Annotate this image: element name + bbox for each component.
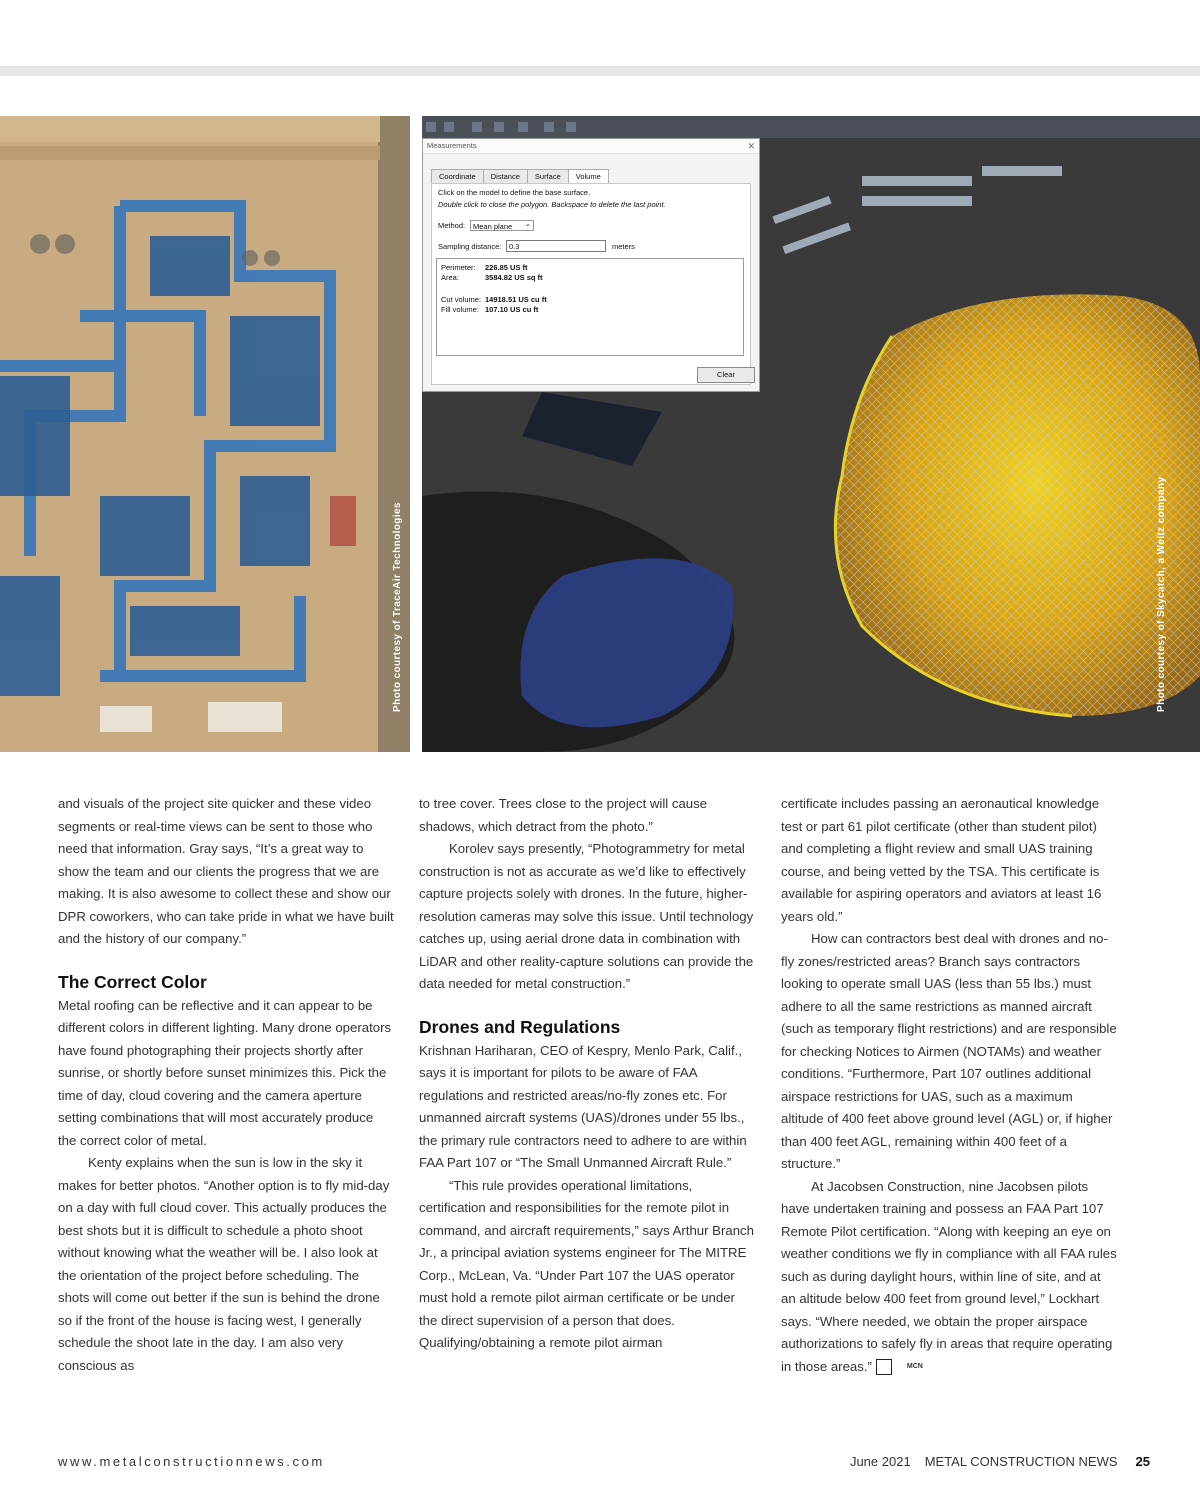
sampling-label: Sampling distance: (438, 242, 502, 251)
paragraph: certificate includes passing an aeronautical knowledge test or part 61 pilot certificate (other than student pilot) and completing a flight review and small UAS training course, and being vetted by the TSA. This certificate is available for aspiring operators and aviators at least 16 years old.” (781, 796, 1102, 924)
perimeter-label: Perimeter: (441, 263, 476, 272)
paragraph: Metal roofing can be reflective and it can appear to be different colors in different lighting. Many drone operators have found photographing their projects shortly after sunrise, or shortly before sunset minimizes this. Pick the time of day, cloud covering and the camera aperture setting combinations that will most accurately produce the correct color of metal. (58, 997, 392, 1148)
area-value: 3584.82 US sq ft (485, 273, 543, 282)
results-box (436, 258, 744, 356)
dialog-tabs (431, 169, 608, 183)
area-label: Area: (441, 273, 459, 282)
volume-pane (431, 183, 751, 385)
paragraph: Kenty explains when the sun is low in the sky it makes for better photos. “Another option is to fly mid-day on a day with full cloud cover. This actually produces the best shots but it is difficult to schedule a photo shoot without knowing what the weather will be. I also look at the orientation of the project before scheduling. The shots will come out better if the sun is behind the drone so if the front of the house is facing west, I generally schedule the shoot late in the day. I am also very conscious as (58, 1155, 390, 1373)
tab-coordinate[interactable]: Coordinate (431, 169, 484, 183)
article-column-1 (58, 793, 394, 1377)
paragraph: and visuals of the project site quicker and these video segments or real-time views can be sent to those who need that information. Gray says, “It’s a great way to show the team and our clients the progress that we are making. It is also awesome to collect these and show our DPR coworkers, who can take pride in what we have built and the history of our company.” (58, 796, 394, 946)
section-heading-drones-regulations: Drones and Regulations (419, 1016, 621, 1037)
stockpile-measurement-photo (422, 116, 1200, 752)
paragraph-text: At Jacobsen Construction, nine Jacobsen pilots have undertaken training and possess an FAA Part 107 Remote Pilot certification. “Along with keeping an eye on weather conditions we fly in compliance with all FAA rules such as during daylight hours, within line of site, and at an altitude below 400 feet from ground level,” Lockhart says. “Where needed, we obtain the proper airspace authorizations to safely fly in areas that require operating in those areas.” (781, 1178, 1117, 1374)
article-column-3 (781, 793, 1117, 1378)
paragraph-last (781, 1176, 1117, 1379)
instruction-define-base: Click on the model to define the base surface. (438, 188, 591, 197)
paragraph: How can contractors best deal with drones and no-fly zones/restricted areas? Branch says contractors looking to operate small UAS (less than 55 lbs.) must adhere to all the same restrictions as manned aircraft (such as temporary flight restrictions) and are responsible for checking Notices to Airmen (NOTAMs) and weather conditions. “Furthermore, Part 107 outlines additional airspace restrictions for UAS, such as a maximum altitude of 400 feet above ground level (AGL) or, if higher than 400 feet AGL, remaining within 400 feet of a structure.” (781, 931, 1117, 1171)
photo-credit-right: Photo courtesy of Skycatch, a Weitz company (1156, 476, 1167, 712)
magazine-name: METAL CONSTRUCTION NEWS (924, 1454, 1118, 1469)
method-select[interactable]: Mean plane ⌄ (470, 220, 534, 231)
article-column-2 (419, 793, 755, 1355)
section-heading-correct-color: The Correct Color (58, 971, 207, 992)
instruction-close-polygon: Double click to close the polygon. Backspace to delete the last point. (438, 200, 666, 209)
tab-volume[interactable]: Volume (568, 169, 609, 183)
page-number: 25 (1135, 1454, 1150, 1469)
fill-volume-value: 107.10 US cu ft (485, 305, 539, 314)
site-illustration (0, 116, 410, 752)
clear-button[interactable]: Clear (697, 367, 755, 383)
method-label: Method: (438, 221, 466, 230)
measurements-dialog (422, 138, 760, 392)
header-band (0, 66, 1200, 76)
perimeter-value: 226.85 US ft (485, 263, 528, 272)
issue-date: June 2021 (849, 1454, 911, 1469)
footer-info (836, 1454, 1150, 1469)
paragraph: Krishnan Hariharan, CEO of Kespry, Menlo Park, Calif., says it is important for pilots to be aware of FAA regulations and restricted areas/no-fly zones etc. For unmanned aircraft systems (UAS)/drones under 55 lbs., the primary rule contractors need to adhere to are within FAA Part 107 or “The Small Unmanned Aircraft Rule.” (419, 1042, 747, 1170)
end-mark-logo: MCN (876, 1359, 892, 1375)
close-icon[interactable]: ✕ (747, 141, 755, 151)
footer-url[interactable]: www.metalconstructionnews.com (58, 1454, 325, 1469)
fill-volume-label: Fill volume: (441, 305, 479, 314)
sampling-distance-input[interactable]: 0.3 (506, 240, 606, 252)
sampling-unit: meters (612, 242, 635, 251)
dialog-title: Measurements (423, 139, 759, 154)
photo-credit-left: Photo courtesy of TraceAir Technologies (392, 502, 403, 712)
paragraph: “This rule provides operational limitations, certification and responsibilities for the remote pilot in command, and aircraft requirements,” says Arthur Branch Jr., a principal aviation systems engineer for The MITRE Corp., McLean, Va. “Under Part 107 the UAS operator must hold a remote pilot airman certificate or be under the direct supervision of a person that does. Qualifying/obtaining a remote pilot airman (419, 1177, 754, 1350)
cut-volume-value: 14918.51 US cu ft (485, 295, 547, 304)
paragraph: Korolev says presently, “Photogrammetry for metal construction is not as accurate as we’d like to effectively capture projects solely with drones. In the future, higher-resolution cameras may solve this issue. Until technology catches up, using aerial drone data in combination with LiDAR and other reality-capture solutions can provide the data needed for metal construction.” (419, 841, 754, 991)
tab-surface[interactable]: Surface (527, 169, 569, 183)
cut-volume-label: Cut volume: (441, 295, 482, 304)
aerial-site-photo (0, 116, 410, 752)
tab-distance[interactable]: Distance (483, 169, 528, 183)
paragraph: to tree cover. Trees close to the project will cause shadows, which detract from the photo.” (419, 796, 708, 834)
